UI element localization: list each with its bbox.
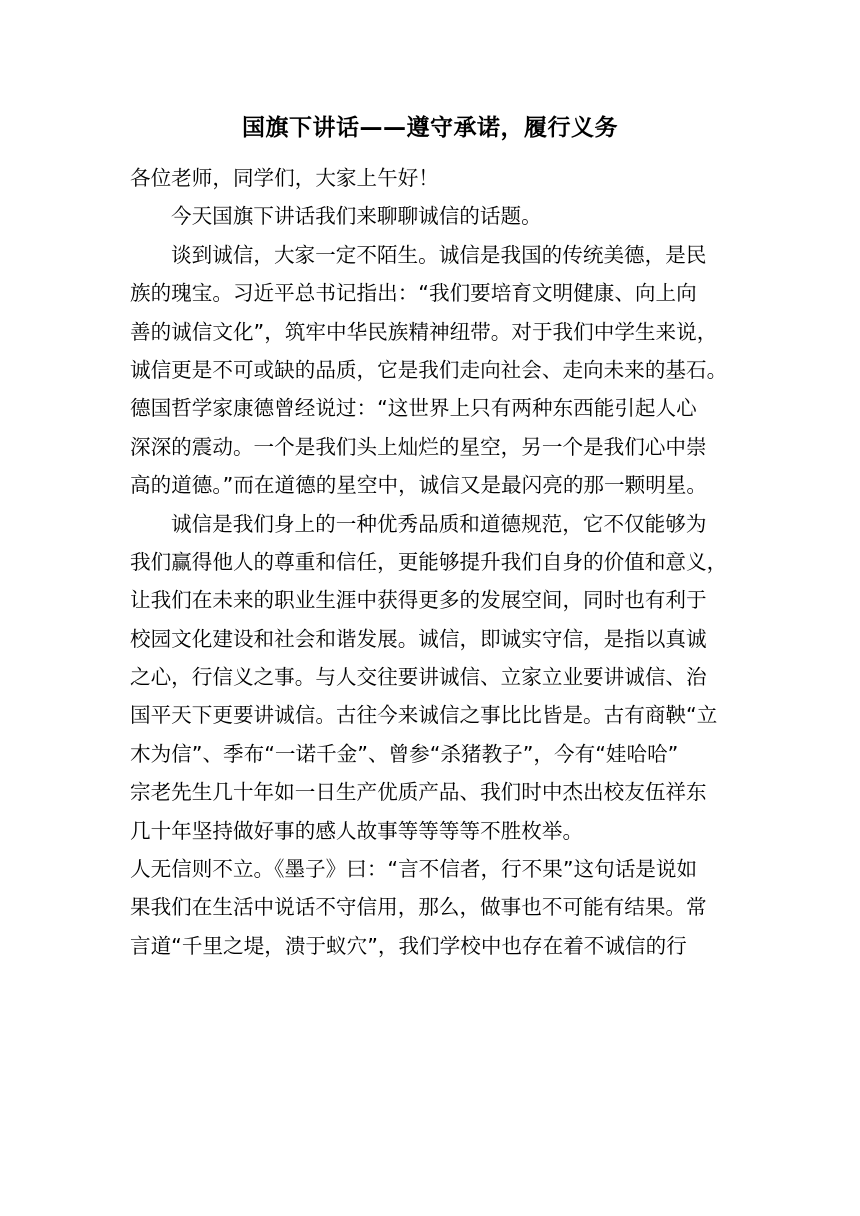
text-line: 我们赢得他人的尊重和信任，更能够提升我们自身的价值和意义， [130, 549, 728, 574]
text-line: 德国哲学家康德曾经说过：“这世界上只有两种东西能引起人心 [130, 396, 697, 421]
text-line: 让我们在未来的职业生涯中获得更多的发展空间，同时也有利于 [130, 588, 707, 613]
text-line: 果我们在生活中说话不守信用，那么，做事也不可能有结果。常 [130, 895, 707, 920]
text-line: 高的道德。”而在道德的星空中，诚信又是最闪亮的那一颗明星。 [130, 473, 707, 498]
text-line: 善的诚信文化”，筑牢中华民族精神纽带。对于我们中学生来说， [130, 319, 718, 344]
text-line: 深深的震动。一个是我们头上灿烂的星空，另一个是我们心中崇 [130, 434, 707, 459]
text-line: 木为信”、季布“一诺千金”、曾参“杀猪教子”，今有“娃哈哈” [130, 741, 679, 766]
document-body [130, 159, 740, 965]
text-line: 宗老先生几十年如一日生产优质产品、我们时中杰出校友伍祥东 [130, 780, 707, 805]
document-title: 国旗下讲话——遵守承诺，履行义务 [242, 115, 618, 141]
text-line: 各位老师，同学们，大家上午好！ [130, 166, 439, 190]
text-line: 今天国旗下讲话我们来聊聊诚信的话题。 [171, 204, 542, 229]
text-line: 国平天下更要讲诚信。古往今来诚信之事比比皆是。古有商鞅“立 [130, 703, 718, 728]
text-line: 诚信更是不可或缺的品质，它是我们走向社会、走向未来的基石。 [130, 357, 728, 382]
text-line: 之心，行信义之事。与人交往要讲诚信、立家立业要讲诚信、治 [130, 665, 707, 690]
text-line: 谈到诚信，大家一定不陌生。诚信是我国的传统美德，是民 [171, 242, 707, 267]
text-line: 人无信则不立。《墨子》曰：“言不信者，行不果”这句话是说如 [130, 857, 698, 882]
text-line: 族的瑰宝。习近平总书记指出：“我们要培育文明健康、向上向 [130, 281, 697, 306]
text-line: 几十年坚持做好事的感人故事等等等等不胜枚举。 [130, 818, 584, 843]
text-line: 校园文化建设和社会和谐发展。诚信，即诚实守信，是指以真诚 [130, 626, 707, 651]
text-line: 诚信是我们身上的一种优秀品质和道德规范，它不仅能够为 [171, 511, 707, 536]
text-line: 言道“千里之堤，溃于蚁穴”，我们学校中也存在着不诚信的行 [130, 933, 687, 958]
